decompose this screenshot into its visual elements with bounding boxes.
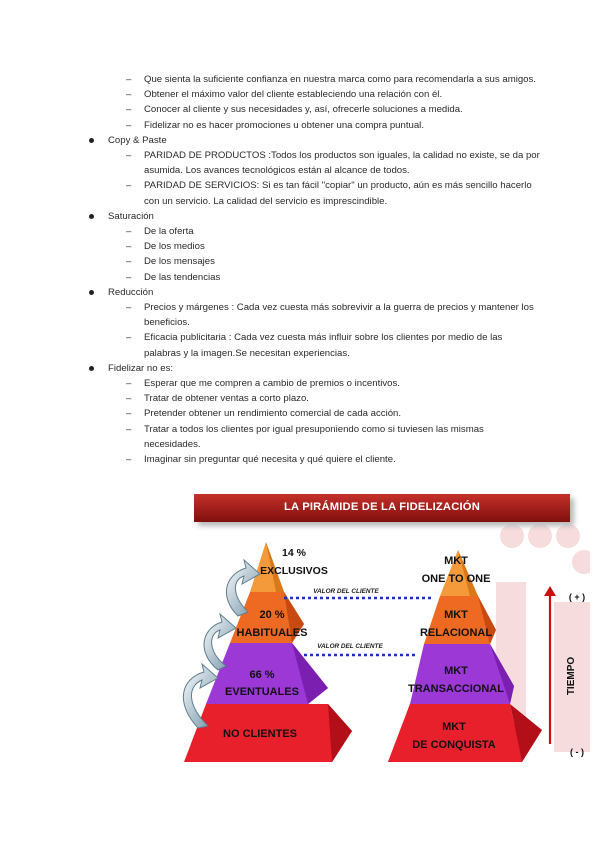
figure-title-bar xyxy=(194,494,570,522)
axis-label: TIEMPO xyxy=(566,656,577,696)
loyalty-pyramid-figure xyxy=(178,492,590,770)
bullet-icon xyxy=(89,290,94,295)
list-item: – Eficacia publicitaria : Cada vez cuesta más influir sobre los clientes por medio de las palabras y la imagen.Se necesitan experiencias. xyxy=(126,332,503,359)
third-tier-percent: 66 % xyxy=(249,669,275,681)
list-item: – De los mensajes xyxy=(126,256,215,268)
axis-minus-label: ( - ) xyxy=(570,747,584,757)
axis-plus-label: ( + ) xyxy=(568,592,586,602)
section-title: Saturación xyxy=(108,210,154,222)
right-base-line1: MKT xyxy=(442,721,466,733)
list-item: – De los medios xyxy=(126,241,205,253)
section-copy-paste xyxy=(80,133,540,209)
list-item: – Imaginar sin preguntar qué necesita y qué quiere el cliente. xyxy=(126,454,396,466)
base-tier-label: NO CLIENTES xyxy=(223,728,297,740)
list-item: – Conocer al cliente y sus necesidades y, así, ofrecerle soluciones a medida. xyxy=(126,104,463,116)
second-tier-label: HABITUALES xyxy=(236,627,308,639)
link-label-upper: VALOR DEL CLIENTE xyxy=(313,588,379,595)
third-tier-label: EVENTUALES xyxy=(225,686,299,698)
bullet-icon xyxy=(89,214,94,219)
list-item: – Que sienta la suficiente confianza en nuestra marca como para recomendarla a sus amigos. xyxy=(126,74,536,85)
top-tier-label: EXCLUSIVOS xyxy=(260,565,328,577)
list-item: – Obtener el máximo valor del cliente estableciendo una relación con él. xyxy=(126,89,443,101)
section-saturacion xyxy=(80,209,540,285)
bullet-icon xyxy=(89,138,94,143)
pyramid-diagram xyxy=(178,492,590,770)
section-title: Copy & Paste xyxy=(108,134,167,146)
section-reduccion xyxy=(80,285,540,361)
list-item: – Precios y márgenes : Cada vez cuesta más sobrevivir a la guerra de precios y mantener los beneficios. xyxy=(126,302,534,329)
list-item: – PARIDAD DE PRODUCTOS :Todos los productos son iguales, la calidad no existe, se da por asumida. Los avances tecnológicos están al alcance de todos. xyxy=(126,150,540,177)
second-tier-percent: 20 % xyxy=(259,609,285,621)
list-item: – De la oferta xyxy=(126,226,194,238)
document-body xyxy=(80,72,540,467)
right-top-line1: MKT xyxy=(444,555,468,567)
list-item: – Fidelizar no es hacer promociones u obtener una compra puntual. xyxy=(126,119,424,131)
section-title: Fidelizar no es: xyxy=(108,362,174,374)
right-top-line2: ONE TO ONE xyxy=(421,573,491,585)
list-item: – Tratar de obtener ventas a corto plazo. xyxy=(126,393,309,405)
section-fidelizar-no-es xyxy=(80,361,540,467)
intro-list xyxy=(80,72,540,133)
right-second-line2: RELACIONAL xyxy=(419,627,493,639)
list-item: – Esperar que me compren a cambio de premios o incentivos. xyxy=(126,378,400,390)
list-item: – PARIDAD DE SERVICIOS: Si es tan fácil "copiar" un producto, aún es más sencillo hacerlo con un servicio. La calidad del servicio es imprescindible. xyxy=(126,180,532,207)
list-item: – De las tendencias xyxy=(126,271,221,283)
list-item: – Pretender obtener un rendimiento comercial de cada acción. xyxy=(126,408,402,420)
right-third-line1: MKT xyxy=(444,665,468,677)
right-second-line1: MKT xyxy=(444,609,468,621)
arrow-up-icon xyxy=(544,586,556,596)
bullet-icon xyxy=(89,366,94,371)
link-label-lower: VALOR DEL CLIENTE xyxy=(317,643,383,650)
section-title: Reducción xyxy=(108,286,154,298)
top-tier-percent: 14 % xyxy=(282,547,306,559)
figure-title: LA PIRÁMIDE DE LA FIDELIZACIÓN xyxy=(284,501,480,513)
right-third-line2: TRANSACCIONAL xyxy=(408,683,504,695)
list-item: – Tratar a todos los clientes por igual presuponiendo como si tuviesen las mismas necesidades. xyxy=(126,423,484,450)
right-base-line2: DE CONQUISTA xyxy=(412,739,496,751)
